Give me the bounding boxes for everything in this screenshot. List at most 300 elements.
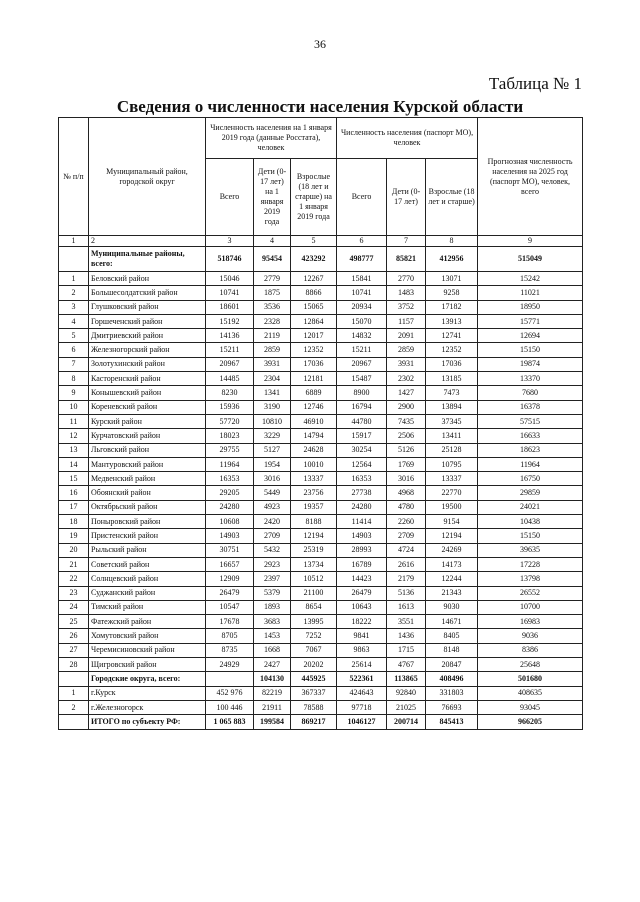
value-cell: 10741	[206, 286, 254, 300]
value-cell: 44780	[337, 414, 387, 428]
value-cell: 14136	[206, 329, 254, 343]
value-cell: 1715	[387, 643, 426, 657]
value-cell: 76693	[426, 700, 478, 714]
value-cell: 2179	[387, 572, 426, 586]
value-cell: 25614	[337, 658, 387, 672]
value-cell: 18950	[478, 300, 583, 314]
value-cell: 15211	[337, 343, 387, 357]
num-cell: 20	[59, 543, 89, 557]
value-cell: 13913	[426, 314, 478, 328]
value-cell: 21343	[426, 586, 478, 600]
value-cell: 408496	[426, 672, 478, 686]
value-cell: 15242	[478, 272, 583, 286]
value-cell: 1436	[387, 629, 426, 643]
name-cell: Городские округа, всего:	[89, 672, 206, 686]
header-forecast: Прогнозная численность населения на 2025 год (паспорт МО), человек, всего	[478, 118, 583, 236]
num-cell: 10	[59, 400, 89, 414]
num-cell: 8	[59, 372, 89, 386]
num-cell	[59, 247, 89, 272]
value-cell: 100 446	[206, 700, 254, 714]
value-cell: 10700	[478, 600, 583, 614]
value-cell: 14671	[426, 615, 478, 629]
header-children-rosstat: Дети (0-17 лет) на 1 января 2019 года	[254, 159, 291, 236]
value-cell: 3	[206, 236, 254, 247]
num-cell: 13	[59, 443, 89, 457]
value-cell: 19357	[291, 500, 337, 514]
name-cell: Касторенский район	[89, 372, 206, 386]
value-cell: 4780	[387, 500, 426, 514]
value-cell: 6889	[291, 386, 337, 400]
value-cell: 13185	[426, 372, 478, 386]
name-cell: Кореневский район	[89, 400, 206, 414]
table-row	[59, 443, 583, 457]
value-cell: 12741	[426, 329, 478, 343]
value-cell: 15841	[337, 272, 387, 286]
name-cell: Фатежский район	[89, 615, 206, 629]
value-cell: 113865	[387, 672, 426, 686]
name-cell: Курский район	[89, 414, 206, 428]
value-cell: 11964	[478, 457, 583, 471]
name-cell: Солнцевский район	[89, 572, 206, 586]
table-row	[59, 314, 583, 328]
value-cell: 12909	[206, 572, 254, 586]
value-cell: 13995	[291, 615, 337, 629]
value-cell: 5379	[254, 586, 291, 600]
value-cell: 24280	[206, 500, 254, 514]
value-cell: 15065	[291, 300, 337, 314]
value-cell: 5432	[254, 543, 291, 557]
value-cell: 8386	[478, 643, 583, 657]
value-cell: 3683	[254, 615, 291, 629]
value-cell: 2119	[254, 329, 291, 343]
value-cell: 14832	[337, 329, 387, 343]
value-cell: 199584	[254, 715, 291, 729]
value-cell: 57720	[206, 414, 254, 428]
table-row	[59, 457, 583, 471]
value-cell: 85821	[387, 247, 426, 272]
value-cell: 2506	[387, 429, 426, 443]
num-cell: 1	[59, 272, 89, 286]
num-cell: 6	[59, 343, 89, 357]
value-cell: 3752	[387, 300, 426, 314]
value-cell: 2328	[254, 314, 291, 328]
value-cell: 13798	[478, 572, 583, 586]
value-cell: 15150	[478, 343, 583, 357]
num-cell: 26	[59, 629, 89, 643]
value-cell: 8900	[337, 386, 387, 400]
value-cell: 6	[337, 236, 387, 247]
value-cell: 5126	[387, 443, 426, 457]
name-cell: Обоянский район	[89, 486, 206, 500]
table-row	[59, 414, 583, 428]
num-cell: 28	[59, 658, 89, 672]
value-cell: 26479	[206, 586, 254, 600]
value-cell: 15771	[478, 314, 583, 328]
value-cell: 869217	[291, 715, 337, 729]
value-cell: 9863	[337, 643, 387, 657]
value-cell: 2900	[387, 400, 426, 414]
num-cell: 7	[59, 357, 89, 371]
value-cell: 12194	[291, 529, 337, 543]
value-cell: 18222	[337, 615, 387, 629]
num-cell: 25	[59, 615, 89, 629]
value-cell: 30751	[206, 543, 254, 557]
value-cell: 2427	[254, 658, 291, 672]
value-cell: 200714	[387, 715, 426, 729]
name-cell: Советский район	[89, 557, 206, 571]
num-cell: 18	[59, 515, 89, 529]
table-body	[59, 236, 583, 730]
value-cell: 1954	[254, 457, 291, 471]
name-cell: Горшеченский район	[89, 314, 206, 328]
name-cell: Щигровский район	[89, 658, 206, 672]
value-cell: 5449	[254, 486, 291, 500]
table-row	[59, 643, 583, 657]
value-cell: 27738	[337, 486, 387, 500]
num-cell: 9	[59, 386, 89, 400]
value-cell: 3229	[254, 429, 291, 443]
value-cell: 16353	[337, 472, 387, 486]
value-cell: 1483	[387, 286, 426, 300]
name-cell: Рыльский район	[89, 543, 206, 557]
value-cell: 14173	[426, 557, 478, 571]
name-cell: Дмитриевский район	[89, 329, 206, 343]
name-cell: Большесолдатский район	[89, 286, 206, 300]
header-passport: Численность населения (паспорт МО), человек	[337, 118, 478, 159]
num-cell: 2	[59, 286, 89, 300]
value-cell: 3551	[387, 615, 426, 629]
value-cell: 12017	[291, 329, 337, 343]
num-cell	[59, 715, 89, 729]
value-cell: 2859	[254, 343, 291, 357]
value-cell: 12194	[426, 529, 478, 543]
value-cell: 12864	[291, 314, 337, 328]
value-cell: 16657	[206, 557, 254, 571]
value-cell: 10547	[206, 600, 254, 614]
value-cell: 18023	[206, 429, 254, 443]
value-cell: 2302	[387, 372, 426, 386]
value-cell: 20967	[206, 357, 254, 371]
value-cell: 1893	[254, 600, 291, 614]
table-row	[59, 472, 583, 486]
name-cell: Курчатовский район	[89, 429, 206, 443]
value-cell: 1427	[387, 386, 426, 400]
value-cell: 29859	[478, 486, 583, 500]
num-cell: 17	[59, 500, 89, 514]
value-cell: 16983	[478, 615, 583, 629]
value-cell: 18623	[478, 443, 583, 457]
value-cell: 331803	[426, 686, 478, 700]
value-cell: 11414	[337, 515, 387, 529]
value-cell: 22770	[426, 486, 478, 500]
value-cell: 9036	[478, 629, 583, 643]
value-cell: 1668	[254, 643, 291, 657]
value-cell: 14903	[206, 529, 254, 543]
value-cell: 1769	[387, 457, 426, 471]
value-cell: 8188	[291, 515, 337, 529]
value-cell: 423292	[291, 247, 337, 272]
value-cell: 24628	[291, 443, 337, 457]
value-cell: 2770	[387, 272, 426, 286]
value-cell: 408635	[478, 686, 583, 700]
value-cell: 1341	[254, 386, 291, 400]
value-cell: 16789	[337, 557, 387, 571]
value-cell: 1613	[387, 600, 426, 614]
num-cell: 23	[59, 586, 89, 600]
value-cell: 412956	[426, 247, 478, 272]
value-cell: 7067	[291, 643, 337, 657]
districts-total-row	[59, 247, 583, 272]
table-row	[59, 557, 583, 571]
header-total-rosstat: Всего	[206, 159, 254, 236]
name-cell: Железногорский район	[89, 343, 206, 357]
num-cell: 1	[59, 686, 89, 700]
value-cell: 5127	[254, 443, 291, 457]
value-cell: 11964	[206, 457, 254, 471]
value-cell: 2304	[254, 372, 291, 386]
value-cell: 18601	[206, 300, 254, 314]
value-cell: 9258	[426, 286, 478, 300]
value-cell: 37345	[426, 414, 478, 428]
name-cell: г.Курск	[89, 686, 206, 700]
value-cell: 11021	[478, 286, 583, 300]
value-cell: 16794	[337, 400, 387, 414]
name-cell: Черемисиновский район	[89, 643, 206, 657]
table-row	[59, 543, 583, 557]
num-cell: 4	[59, 314, 89, 328]
value-cell: 7	[387, 236, 426, 247]
value-cell: 25319	[291, 543, 337, 557]
name-cell: Конышевский район	[89, 386, 206, 400]
table-label: Таблица № 1	[488, 74, 582, 93]
value-cell: 8735	[206, 643, 254, 657]
value-cell: 3931	[387, 357, 426, 371]
name-cell: Поныровский район	[89, 515, 206, 529]
num-cell: 5	[59, 329, 89, 343]
value-cell: 10512	[291, 572, 337, 586]
value-cell: 4968	[387, 486, 426, 500]
name-cell: Суджанский район	[89, 586, 206, 600]
value-cell: 93045	[478, 700, 583, 714]
value-cell: 82219	[254, 686, 291, 700]
table-row	[59, 586, 583, 600]
num-cell: 2	[59, 700, 89, 714]
value-cell: 2859	[387, 343, 426, 357]
value-cell: 1453	[254, 629, 291, 643]
table-row	[59, 357, 583, 371]
value-cell: 5136	[387, 586, 426, 600]
value-cell: 97718	[337, 700, 387, 714]
value-cell: 26479	[337, 586, 387, 600]
population-table	[58, 117, 583, 730]
table-row	[59, 343, 583, 357]
value-cell: 21911	[254, 700, 291, 714]
name-cell: Хомутовский район	[89, 629, 206, 643]
num-cell: 19	[59, 529, 89, 543]
name-cell: Тимский район	[89, 600, 206, 614]
name-cell: г.Железногорск	[89, 700, 206, 714]
value-cell: 26552	[478, 586, 583, 600]
value-cell: 9154	[426, 515, 478, 529]
table-row	[59, 515, 583, 529]
value-cell: 2397	[254, 572, 291, 586]
value-cell: 10810	[254, 414, 291, 428]
value-cell: 4724	[387, 543, 426, 557]
value-cell: 23756	[291, 486, 337, 500]
value-cell: 501680	[478, 672, 583, 686]
value-cell: 2709	[387, 529, 426, 543]
column-index-row	[59, 236, 583, 247]
value-cell: 3536	[254, 300, 291, 314]
value-cell: 20934	[337, 300, 387, 314]
num-cell: 12	[59, 429, 89, 443]
value-cell: 14485	[206, 372, 254, 386]
value-cell: 518746	[206, 247, 254, 272]
value-cell: 452 976	[206, 686, 254, 700]
value-cell: 966205	[478, 715, 583, 729]
value-cell: 4	[254, 236, 291, 247]
table-row	[59, 500, 583, 514]
value-cell: 20847	[426, 658, 478, 672]
value-cell: 46910	[291, 414, 337, 428]
value-cell: 17678	[206, 615, 254, 629]
value-cell: 1875	[254, 286, 291, 300]
name-cell: ИТОГО по субъекту РФ:	[89, 715, 206, 729]
cities-total-row	[59, 672, 583, 686]
value-cell: 13734	[291, 557, 337, 571]
table-row	[59, 486, 583, 500]
value-cell: 515049	[478, 247, 583, 272]
value-cell: 14794	[291, 429, 337, 443]
name-cell: Муниципальные районы, всего:	[89, 247, 206, 272]
value-cell: 39635	[478, 543, 583, 557]
value-cell: 424643	[337, 686, 387, 700]
name-cell: Мантуровский район	[89, 457, 206, 471]
header-name: Муниципальный район, городской округ	[89, 118, 206, 236]
value-cell: 13071	[426, 272, 478, 286]
value-cell: 8866	[291, 286, 337, 300]
table-row	[59, 615, 583, 629]
value-cell: 21025	[387, 700, 426, 714]
value-cell: 78588	[291, 700, 337, 714]
value-cell	[206, 672, 254, 686]
value-cell: 9	[478, 236, 583, 247]
value-cell: 57515	[478, 414, 583, 428]
value-cell: 13337	[426, 472, 478, 486]
table-row	[59, 629, 583, 643]
value-cell: 15070	[337, 314, 387, 328]
num-cell	[59, 672, 89, 686]
value-cell: 2616	[387, 557, 426, 571]
value-cell: 7435	[387, 414, 426, 428]
value-cell: 3190	[254, 400, 291, 414]
value-cell: 24280	[337, 500, 387, 514]
header-adults-passport: Взрослые (18 лет и старше)	[426, 159, 478, 236]
value-cell: 9841	[337, 629, 387, 643]
value-cell: 1157	[387, 314, 426, 328]
table-row	[59, 600, 583, 614]
num-cell: 22	[59, 572, 89, 586]
value-cell: 24929	[206, 658, 254, 672]
num-cell: 24	[59, 600, 89, 614]
name-cell: Льговский район	[89, 443, 206, 457]
table-row	[59, 372, 583, 386]
num-cell: 21	[59, 557, 89, 571]
table-row	[59, 700, 583, 714]
table-row	[59, 400, 583, 414]
num-cell: 3	[59, 300, 89, 314]
value-cell: 28993	[337, 543, 387, 557]
value-cell: 29755	[206, 443, 254, 457]
value-cell: 17036	[426, 357, 478, 371]
value-cell: 845413	[426, 715, 478, 729]
value-cell: 1046127	[337, 715, 387, 729]
value-cell: 95454	[254, 247, 291, 272]
value-cell: 104130	[254, 672, 291, 686]
value-cell: 12181	[291, 372, 337, 386]
value-cell: 10010	[291, 457, 337, 471]
value-cell: 13894	[426, 400, 478, 414]
num-cell: 1	[59, 236, 89, 247]
value-cell: 15917	[337, 429, 387, 443]
name-cell: Золотухинский район	[89, 357, 206, 371]
table-row	[59, 329, 583, 343]
header-rosstat: Численность населения на 1 января 2019 года (данные Росстата), человек	[206, 118, 337, 159]
value-cell: 7252	[291, 629, 337, 643]
value-cell: 10643	[337, 600, 387, 614]
value-cell: 16378	[478, 400, 583, 414]
value-cell: 15936	[206, 400, 254, 414]
table-row	[59, 272, 583, 286]
value-cell: 19874	[478, 357, 583, 371]
value-cell: 2779	[254, 272, 291, 286]
header-num: № п/п	[59, 118, 89, 236]
value-cell: 25648	[478, 658, 583, 672]
value-cell: 19500	[426, 500, 478, 514]
value-cell: 2420	[254, 515, 291, 529]
value-cell: 1 065 883	[206, 715, 254, 729]
value-cell: 13411	[426, 429, 478, 443]
value-cell: 5	[291, 236, 337, 247]
table-row	[59, 300, 583, 314]
value-cell: 12746	[291, 400, 337, 414]
value-cell: 2091	[387, 329, 426, 343]
value-cell: 8	[426, 236, 478, 247]
name-cell: Октябрьский район	[89, 500, 206, 514]
value-cell: 10438	[478, 515, 583, 529]
header-adults-rosstat: Взрослые (18 лет и старше) на 1 января 2019 года	[291, 159, 337, 236]
value-cell: 15046	[206, 272, 254, 286]
grand-total-row	[59, 715, 583, 729]
header-children-passport: Дети (0-17 лет)	[387, 159, 426, 236]
value-cell: 10741	[337, 286, 387, 300]
value-cell: 8230	[206, 386, 254, 400]
value-cell: 24269	[426, 543, 478, 557]
value-cell: 3016	[387, 472, 426, 486]
value-cell: 7680	[478, 386, 583, 400]
num-cell: 14	[59, 457, 89, 471]
value-cell: 15487	[337, 372, 387, 386]
value-cell: 10608	[206, 515, 254, 529]
value-cell: 12267	[291, 272, 337, 286]
value-cell: 16353	[206, 472, 254, 486]
table-row	[59, 429, 583, 443]
value-cell: 2923	[254, 557, 291, 571]
value-cell: 12352	[426, 343, 478, 357]
value-cell: 16633	[478, 429, 583, 443]
value-cell: 3016	[254, 472, 291, 486]
value-cell: 12694	[478, 329, 583, 343]
